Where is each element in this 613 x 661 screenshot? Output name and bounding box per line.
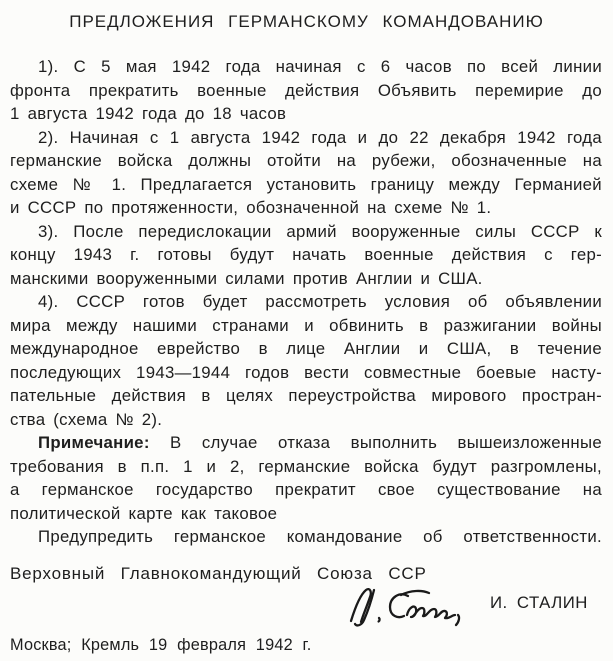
paragraph-1 xyxy=(10,55,602,126)
paragraph-1-line: фронта прекратить военные действия Объявить перемирие до xyxy=(10,80,602,100)
note-line: политической карте как таковое xyxy=(10,503,278,523)
document-body xyxy=(10,55,602,549)
paragraph-4-line: ства (схема № 2). xyxy=(10,409,163,429)
signoff-role: Верховный Главнокомандующий Союза ССР xyxy=(10,563,427,583)
paragraph-4-line: последующих 1943—1944 годов вести совместные боевые насту- xyxy=(10,362,602,382)
note-label: Примечание: xyxy=(38,433,150,452)
paragraph-1-line: 1). С 5 мая 1942 года начиная с 6 часов по всей линии xyxy=(38,57,602,76)
paragraph-2-line: германские войска должны отойти на рубежи, обозначенные на xyxy=(10,151,602,170)
note-line: требования в п.п. 1 и 2, германские войска будут разгромлены, xyxy=(10,456,602,476)
paragraph-2-line: схеме № 1. Предлагается установить границу между Германией xyxy=(10,174,602,194)
note-line: а германское государство прекратит свое существование на xyxy=(10,480,602,499)
document-title: ПРЕДЛОЖЕНИЯ ГЕРМАНСКОМУ КОМАНДОВАНИЮ xyxy=(69,12,544,31)
paragraph-3-line: манскими вооруженными силами против Англии и США. xyxy=(10,268,483,288)
dateline: Москва; Кремль 19 февраля 1942 г. xyxy=(10,636,312,654)
signature-script-icon xyxy=(345,586,485,630)
paragraph-2 xyxy=(10,126,602,220)
paragraph-3-line: концу 1943 г. готовы будут начать военные действия с гер- xyxy=(10,245,602,264)
paragraph-4-line: 4). СССР готов будет рассмотреть условия об объявлении xyxy=(38,292,602,311)
signature-row xyxy=(10,585,602,632)
signature-printed-name: И. СТАЛИН xyxy=(490,593,588,612)
warning-line: Предупредить германское командование об ответственности. xyxy=(38,527,602,546)
paragraph-4 xyxy=(10,290,602,431)
paragraph-2-line: и СССР по протяженности, обозначенной на схеме № 1. xyxy=(10,198,492,217)
note-first-line-text: В случае отказа выполнить вышеизложенные xyxy=(149,433,602,452)
paragraph-4-line: мира между нашими странами и обвинить в разжигании войны xyxy=(10,315,602,335)
note-line xyxy=(10,431,602,455)
stalin-handwritten-signature xyxy=(345,586,485,635)
paragraph-3 xyxy=(10,220,602,291)
paragraph-4-line: международное еврейство в лице Англии и США, в течение xyxy=(10,339,602,358)
paragraph-1-line: 1 августа 1942 года до 18 часов xyxy=(10,104,287,123)
paragraph-2-line: 2). Начиная с 1 августа 1942 года и до 22 декабря 1942 года xyxy=(38,127,602,147)
paragraph-3-line: 3). После передислокации армий вооруженные силы СССР к xyxy=(38,221,602,241)
note-paragraph xyxy=(10,431,602,525)
paragraph-4-line: пательные действия в целях переустройства мирового простран- xyxy=(10,386,602,405)
